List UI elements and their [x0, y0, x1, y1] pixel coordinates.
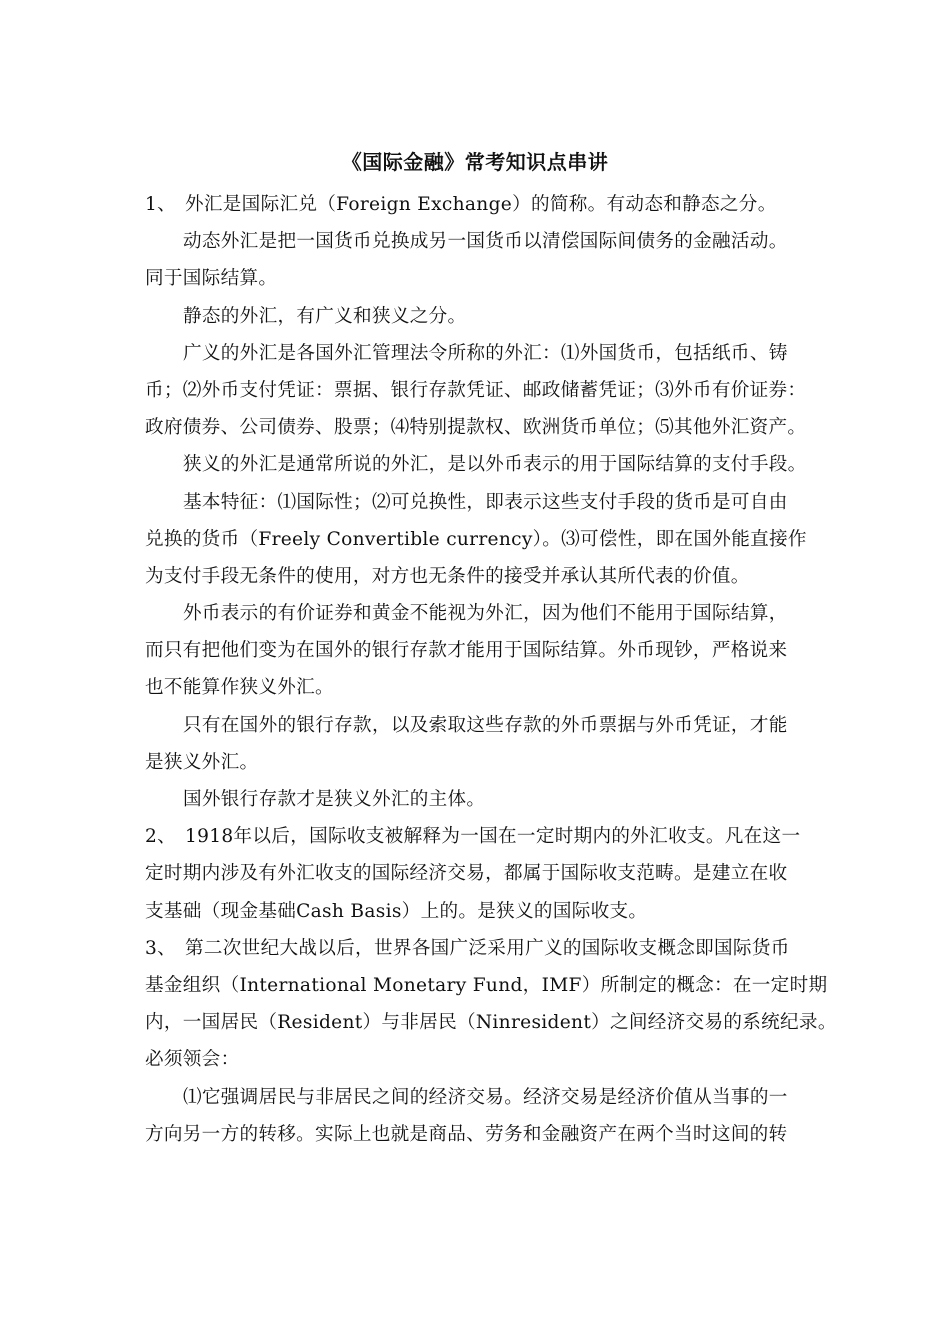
- text-line: [145, 260, 815, 297]
- line-text: 是狭义外汇。: [145, 751, 259, 773]
- text-line: [145, 521, 815, 558]
- text-line: [145, 930, 815, 967]
- line-text: 基金组织（International Monetary Fund，IMF）所制定的概念：在一定时期: [145, 974, 828, 996]
- text-line: [145, 1079, 815, 1116]
- line-text: 第二次世纪大战以后，世界各国广泛采用广义的国际收支概念即国际货币: [185, 937, 790, 959]
- line-text: 方向另一方的转移。实际上也就是商品、劳务和金融资产在两个当时这间的转: [145, 1123, 788, 1145]
- document-body: [145, 186, 837, 1153]
- section-number: 3、: [145, 937, 177, 959]
- text-line: [145, 335, 815, 372]
- line-text: 基本特征：⑴国际性；⑵可兑换性，即表示这些支付手段的货币是可自由: [183, 491, 788, 513]
- text-line: [145, 409, 815, 446]
- text-line: [145, 595, 815, 632]
- text-line: [145, 1116, 815, 1153]
- section-number: 1、: [145, 194, 177, 215]
- text-line: [145, 298, 815, 335]
- section-number: 2、: [145, 826, 177, 848]
- line-text: 狭义的外汇是通常所说的外汇，是以外币表示的用于国际结算的支付手段。: [183, 454, 807, 476]
- text-line: [145, 855, 815, 892]
- line-text: ⑴它强调居民与非居民之间的经济交易。经济交易是经济价值从当事的一: [183, 1086, 788, 1108]
- line-text: 国外银行存款才是狭义外汇的主体。: [183, 789, 486, 810]
- line-text: 1918年以后，国际收支被解释为一国在一定时期内的外汇收支。凡在这一: [185, 826, 801, 848]
- line-text: 静态的外汇，有广义和狭义之分。: [183, 305, 467, 327]
- line-text: 外汇是国际汇兑（Foreign Exchange）的简称。有动态和静态之分。: [185, 194, 777, 215]
- text-line: [145, 632, 815, 669]
- line-text: 而只有把他们变为在国外的银行存款才能用于国际结算。外币现钞，严格说来: [145, 640, 788, 662]
- text-line: [145, 707, 815, 744]
- line-text: 内，一国居民（Resident）与非居民（Ninresident）之间经济交易的系统纪录。: [145, 1012, 837, 1034]
- text-line: [145, 1004, 837, 1041]
- text-line: [145, 669, 815, 706]
- text-line: [145, 818, 815, 855]
- line-text: 兑换的货币（Freely Convertible currency）。⑶可偿性，即在国外能直接作: [145, 528, 807, 550]
- text-line: [145, 893, 815, 930]
- text-line: [145, 744, 815, 781]
- text-line: [145, 1041, 815, 1078]
- text-line: [145, 372, 815, 409]
- line-text: 为支付手段无条件的使用，对方也无条件的接受并承认其所代表的价值。: [145, 565, 750, 587]
- line-text: 支基础（现金基础Cash Basis）上的。是狭义的国际收支。: [145, 900, 648, 922]
- line-text: 定时期内涉及有外汇收支的国际经济交易，都属于国际收支范畴。是建立在收: [145, 863, 788, 885]
- line-text: 政府债券、公司债券、股票；⑷特别提款权、欧洲货币单位；⑸其他外汇资产。: [145, 417, 807, 439]
- line-text: 动态外汇是把一国货币兑换成另一国货币以清偿国际间债务的金融活动。: [183, 231, 788, 253]
- line-text: 广义的外汇是各国外汇管理法令所称的外汇：⑴外国货币，包括纸币、铸: [183, 342, 788, 364]
- text-line: [145, 558, 815, 595]
- line-text: 只有在国外的银行存款，以及索取这些存款的外币票据与外币凭证，才能: [183, 714, 788, 736]
- line-text: 币；⑵外币支付凭证：票据、银行存款凭证、邮政储蓄凭证；⑶外币有价证券：: [145, 379, 807, 401]
- text-line: [145, 446, 815, 483]
- line-text: 也不能算作狭义外汇。: [145, 677, 334, 699]
- text-line: [145, 781, 815, 818]
- line-text: 外币表示的有价证券和黄金不能视为外汇，因为他们不能用于国际结算，: [183, 603, 788, 625]
- text-line: [145, 223, 815, 260]
- line-text: 必须领会：: [145, 1049, 240, 1071]
- text-line: [145, 186, 815, 223]
- document-title: 《国际金融》常考知识点串讲: [341, 150, 609, 174]
- line-text: 同于国际结算。: [145, 268, 278, 290]
- text-line: [145, 484, 815, 521]
- text-line: [145, 967, 828, 1004]
